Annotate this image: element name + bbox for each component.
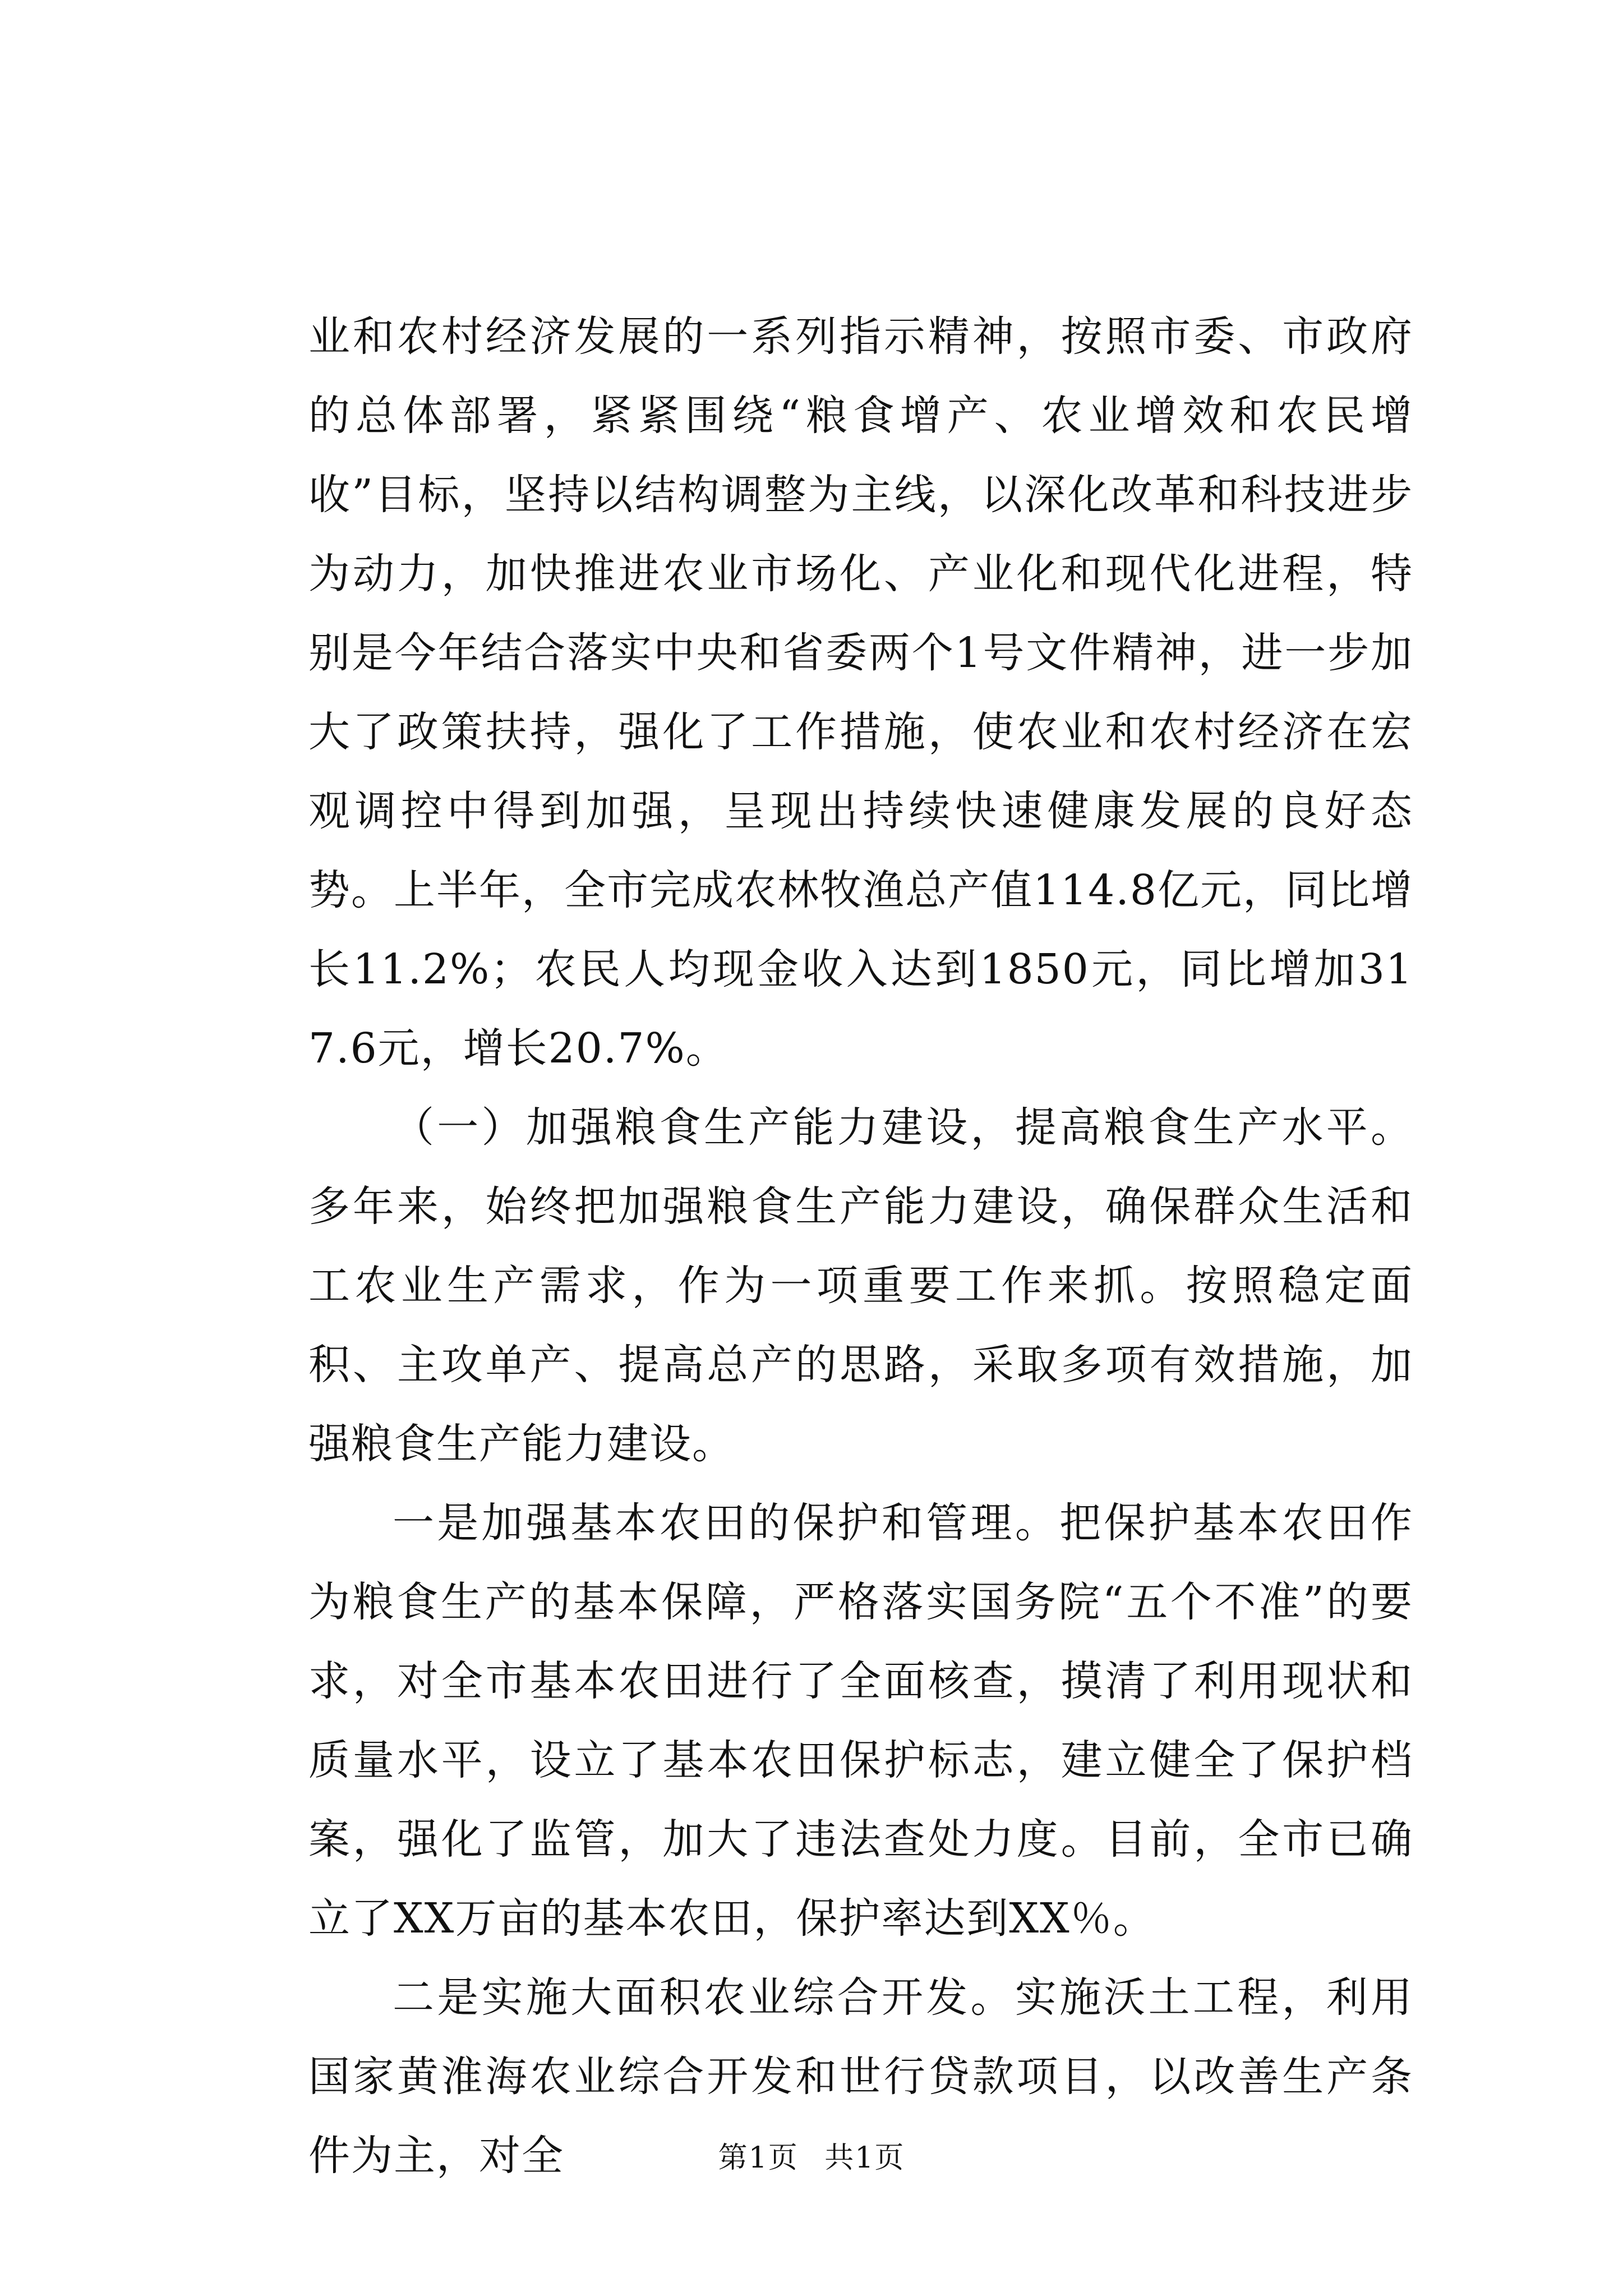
page-total: 共1页 xyxy=(824,2141,905,2175)
paragraph-agricultural-development: 二是实施大面积农业综合开发。实施沃土工程，利用国家黄淮海农业综合开发和世行贷款项目，以改善生产条件为主，对全 xyxy=(308,1973,1413,2180)
page-footer xyxy=(0,2138,1623,2178)
paragraph-farmland-protection: 一是加强基本农田的保护和管理。把保护基本农田作为粮食生产的基本保障，严格落实国务院“五个不准”的要求，对全市基本农田进行了全面核查，摸清了利用现状和质量水平，设立了基本农田保护标志，建立健全了保护档案，强化了监管，加大了违法查处力度。目前，全市已确立了XX万亩的基本农田，保护率达到XX％。 xyxy=(308,1499,1413,1943)
document-body xyxy=(308,297,1413,2196)
paragraph-continuation: 业和农村经济发展的一系列指示精神，按照市委、市政府的总体部署，紧紧围绕“粮食增产、农业增效和农民增收”目标，坚持以结构调整为主线，以深化改革和科技进步为动力，加快推进农业市场化、产业化和现代化进程，特别是今年结合落实中央和省委两个1号文件精神，进一步加大了政策扶持，强化了工作措施，使农业和农村经济在宏观调控中得到加强，呈现出持续快速健康发展的良好态势。上半年，全市完成农林牧渔总产值114.8亿元，同比增长11.2%；农民人均现金收入达到1850元，同比增加317.6元，增长20.7%。 xyxy=(308,312,1413,1073)
paragraph-grain-production: （一）加强粮食生产能力建设，提高粮食生产水平。多年来，始终把加强粮食生产能力建设，确保群众生活和工农业生产需求，作为一项重要工作来抓。按照稳定面积、主攻单产、提高总产的思路，采取多项有效措施，加强粮食生产能力建设。 xyxy=(308,1103,1413,1468)
page-number: 第1页 xyxy=(718,2141,799,2175)
